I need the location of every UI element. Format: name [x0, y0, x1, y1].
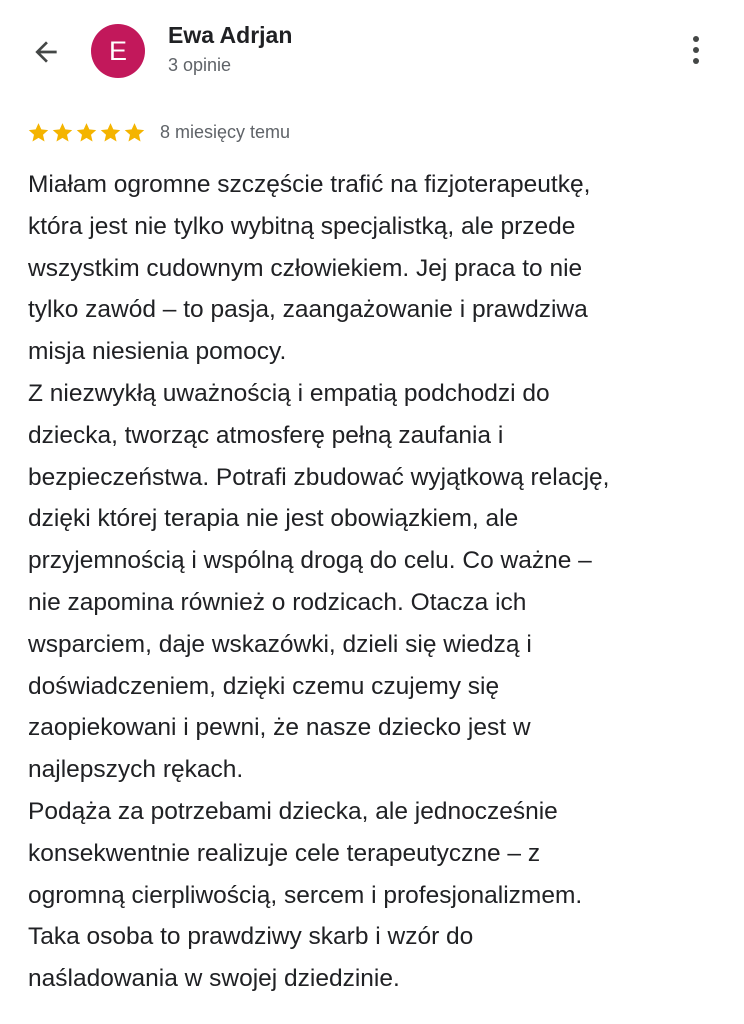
- more-vert-icon: [693, 36, 699, 42]
- more-options-button[interactable]: [678, 30, 714, 70]
- review-text: Miałam ogromne szczęście trafić na fizjoterapeutkę, która jest nie tylko wybitną specjalistką, ale przede wszystkim cudownym człowiekiem. Jej praca to nie tylko zawód – to pasja, zaangażowanie i prawdziwa misja niesienia pomocy. Z niezwykłą uważnością i empatią podchodzi do dziecka, tworząc atmosferę pełną zaufania i bezpieczeństwa. Potrafi zbudować wyjątkową relację, dzięki której terapia nie jest obowiązkiem, ale przyjemnością i wspólną drogą do celu. Co ważne – nie zapomina również o rodzicach. Otacza ich wsparciem, daje wskazówki, dzieli się wiedzą i doświadczeniem, dzięki czemu czujemy się zaopiekowani i pewni, że nasze dziecko jest w najlepszych rękach. Podąża za potrzebami dziecka, ale jednocześnie konsekwentnie realizuje cele terapeutyczne – z ogromną cierpliwością, sercem i profesjonalizmem. Taka osoba to prawdziwy skarb i wzór do naśladowania w swojej dziedzinie.: [28, 171, 610, 993]
- back-button[interactable]: [26, 32, 66, 72]
- star-icon: [75, 121, 98, 144]
- reviewer-review-count: 3 opinie: [168, 55, 232, 75]
- reviewer-name[interactable]: Ewa Adrjan: [168, 22, 293, 48]
- more-vert-icon-dot: [693, 47, 699, 53]
- rating-row: [27, 118, 290, 146]
- avatar[interactable]: [91, 24, 145, 78]
- star-icon: [123, 121, 146, 144]
- more-vert-icon-dot: [693, 58, 699, 64]
- star-icon: [99, 121, 122, 144]
- arrow-left-icon: [30, 36, 62, 68]
- star-icon: [27, 121, 50, 144]
- star-rating: [27, 121, 146, 144]
- avatar-letter: E: [108, 35, 127, 66]
- star-icon: [51, 121, 74, 144]
- review-time: 8 miesięcy temu: [160, 121, 291, 142]
- review-header: [0, 0, 744, 100]
